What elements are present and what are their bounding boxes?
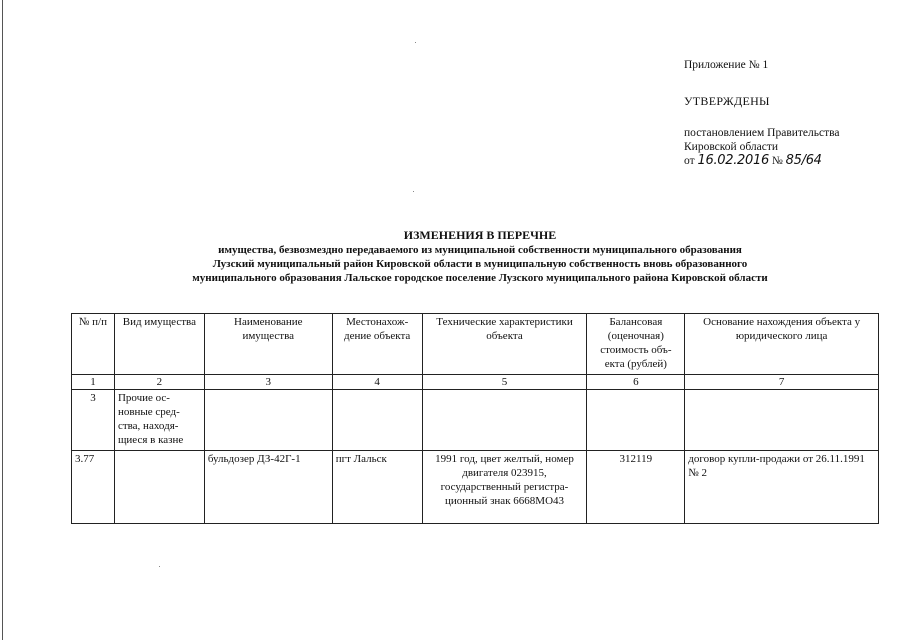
property-type: Прочие ос-новные сред-ства, находя-щиеся в казне (114, 390, 204, 451)
date-number-line (684, 154, 899, 168)
property-location (332, 390, 422, 451)
header-cell: Вид имущества (114, 314, 204, 375)
title-line-1: имущества, безвозмездно передаваемого из муниципальной собственности муниципального образования (218, 244, 742, 256)
title-line-2: Лузский муниципальный район Кировской области в муниципальную собственность вновь образованного (212, 258, 748, 270)
scan-speck (413, 191, 414, 192)
column-number-row (72, 375, 879, 390)
column-number: 5 (422, 375, 587, 390)
ownership-basis (685, 390, 879, 451)
table-row (72, 390, 879, 451)
date-prefix: от (684, 155, 695, 167)
resolution-line: постановлением Правительства (684, 127, 840, 139)
scan-edge-line (2, 0, 3, 640)
property-value (587, 390, 685, 451)
document-title-block (120, 228, 840, 285)
table-row (72, 451, 879, 524)
header-cell: № п/п (72, 314, 115, 375)
document-title: ИЗМЕНЕНИЯ В ПЕРЕЧНЕ (403, 228, 557, 242)
header-cell: Основание нахождения объекта у юридического лица (685, 314, 879, 375)
property-name (204, 390, 332, 451)
handwritten-number: 85/64 (785, 153, 822, 168)
column-number: 1 (72, 375, 115, 390)
property-table (71, 313, 879, 524)
column-number: 4 (332, 375, 422, 390)
column-number: 2 (114, 375, 204, 390)
approval-block (684, 58, 899, 168)
header-cell: Балансовая (оценочная) стоимость объ-екта (рублей) (587, 314, 685, 375)
authority-line: Кировской области (684, 141, 779, 153)
handwritten-date: 16.02.2016 (697, 153, 769, 168)
property-value: 312119 (587, 451, 685, 524)
number-prefix: № (771, 155, 783, 167)
property-name: бульдозер ДЗ-42Г-1 (204, 451, 332, 524)
column-number: 3 (204, 375, 332, 390)
property-location: пгт Лальск (332, 451, 422, 524)
scan-speck (415, 42, 416, 43)
approved-label: УТВЕРЖДЕНЫ (684, 94, 770, 108)
header-cell: Местонахож-дение объекта (332, 314, 422, 375)
column-number: 6 (587, 375, 685, 390)
row-number: 3.77 (72, 451, 115, 524)
column-number: 7 (685, 375, 879, 390)
property-type (114, 451, 204, 524)
annex-label: Приложение № 1 (684, 59, 769, 71)
ownership-basis: договор купли-продажи от 26.11.1991 № 2 (685, 451, 879, 524)
header-row (72, 314, 879, 375)
scan-speck (159, 566, 160, 567)
row-number: 3 (72, 390, 115, 451)
header-cell: Технические характеристики объекта (422, 314, 587, 375)
property-specs: 1991 год, цвет желтый, номер двигателя 023915, государственный регистра-ционный знак 6668МО43 (422, 451, 587, 524)
title-line-3: муниципального образования Лальское городское поселение Лузского муниципального района Кировской области (192, 272, 768, 284)
header-cell: Наименование имущества (204, 314, 332, 375)
property-specs (422, 390, 587, 451)
